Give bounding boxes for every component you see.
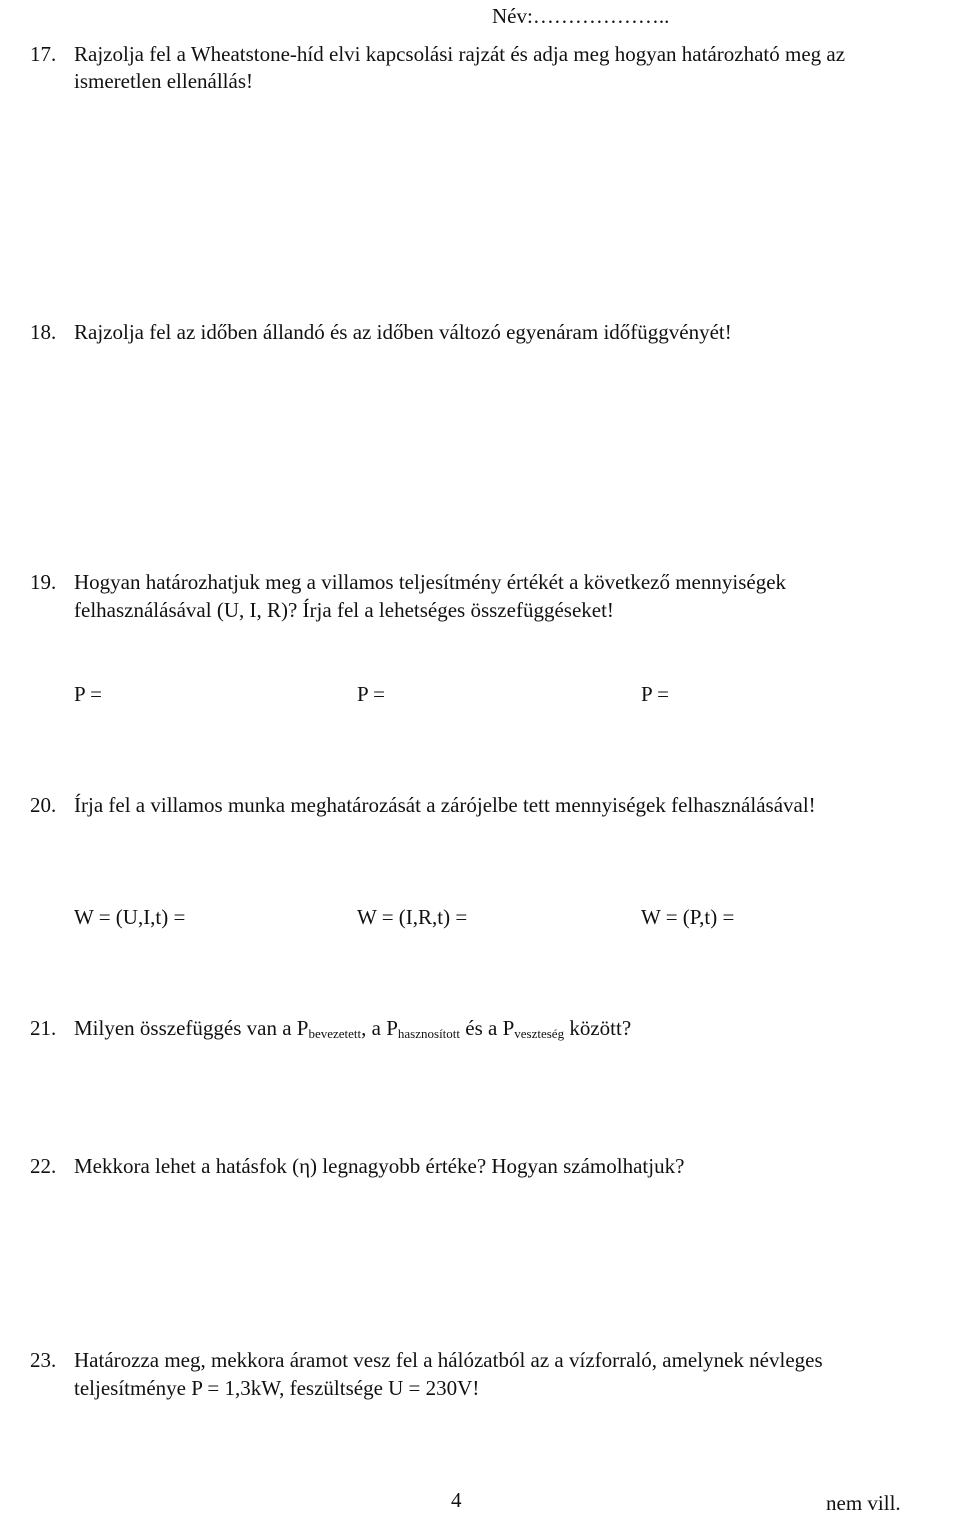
question-22-line-1: Mekkora lehet a hatásfok (η) legnagyobb értéke? Hogyan számolhatjuk? — [74, 1154, 685, 1178]
subscript-hasznositott: hasznosított — [397, 1026, 461, 1041]
power-formula-2: P = — [357, 682, 385, 706]
question-19-number: 19. — [30, 570, 57, 594]
question-21-line-1 — [74, 1014, 631, 1042]
name-label: Név:……………….. — [492, 4, 670, 28]
question-17-number: 17. — [30, 42, 57, 66]
question-17-line-2: ismeretlen ellenállás! — [74, 69, 254, 93]
work-formula-2: W = (I,R,t) = — [357, 905, 468, 929]
work-formula-1: W = (U,I,t) = — [74, 905, 186, 929]
footer-note: nem vill. — [826, 1491, 901, 1515]
question-23-number: 23. — [30, 1348, 57, 1372]
subscript-bevezetett: bevezetett — [308, 1026, 362, 1041]
question-20-number: 20. — [30, 793, 57, 817]
question-23-line-1: Határozza meg, mekkora áramot vesz fel a hálózatból az a vízforraló, amelynek névleges — [74, 1348, 823, 1372]
question-18-number: 18. — [30, 320, 57, 344]
question-21-text-mid-2: és a P — [460, 1016, 515, 1040]
question-22-number: 22. — [30, 1154, 57, 1178]
subscript-veszteseg: veszteség — [514, 1026, 565, 1041]
question-17-line-1: Rajzolja fel a Wheatstone-híd elvi kapcsolási rajzát és adja meg hogyan határozható meg az — [74, 42, 846, 66]
question-20-line-1: Írja fel a villamos munka meghatározását a zárójelbe tett mennyiségek felhasználásával! — [74, 793, 816, 817]
question-21-text-mid-1: , a P — [361, 1016, 398, 1040]
question-19-line-1: Hogyan határozhatjuk meg a villamos teljesítmény értékét a következő mennyiségek — [74, 570, 787, 594]
question-21-text-end: között? — [564, 1016, 632, 1040]
power-formula-1: P = — [74, 682, 102, 706]
question-19-line-2: felhasználásával (U, I, R)? Írja fel a lehetséges összefüggéseket! — [74, 598, 614, 622]
question-21-number: 21. — [30, 1016, 57, 1040]
question-21-text-start: Milyen összefüggés van a P — [74, 1016, 309, 1040]
question-23-line-2: teljesítménye P = 1,3kW, feszültsége U = 230V! — [74, 1376, 480, 1400]
question-18-line-1: Rajzolja fel az időben állandó és az időben változó egyenáram időfüggvényét! — [74, 320, 732, 344]
power-formula-3: P = — [641, 682, 669, 706]
work-formula-3: W = (P,t) = — [641, 905, 735, 929]
page-number: 4 — [451, 1488, 462, 1512]
